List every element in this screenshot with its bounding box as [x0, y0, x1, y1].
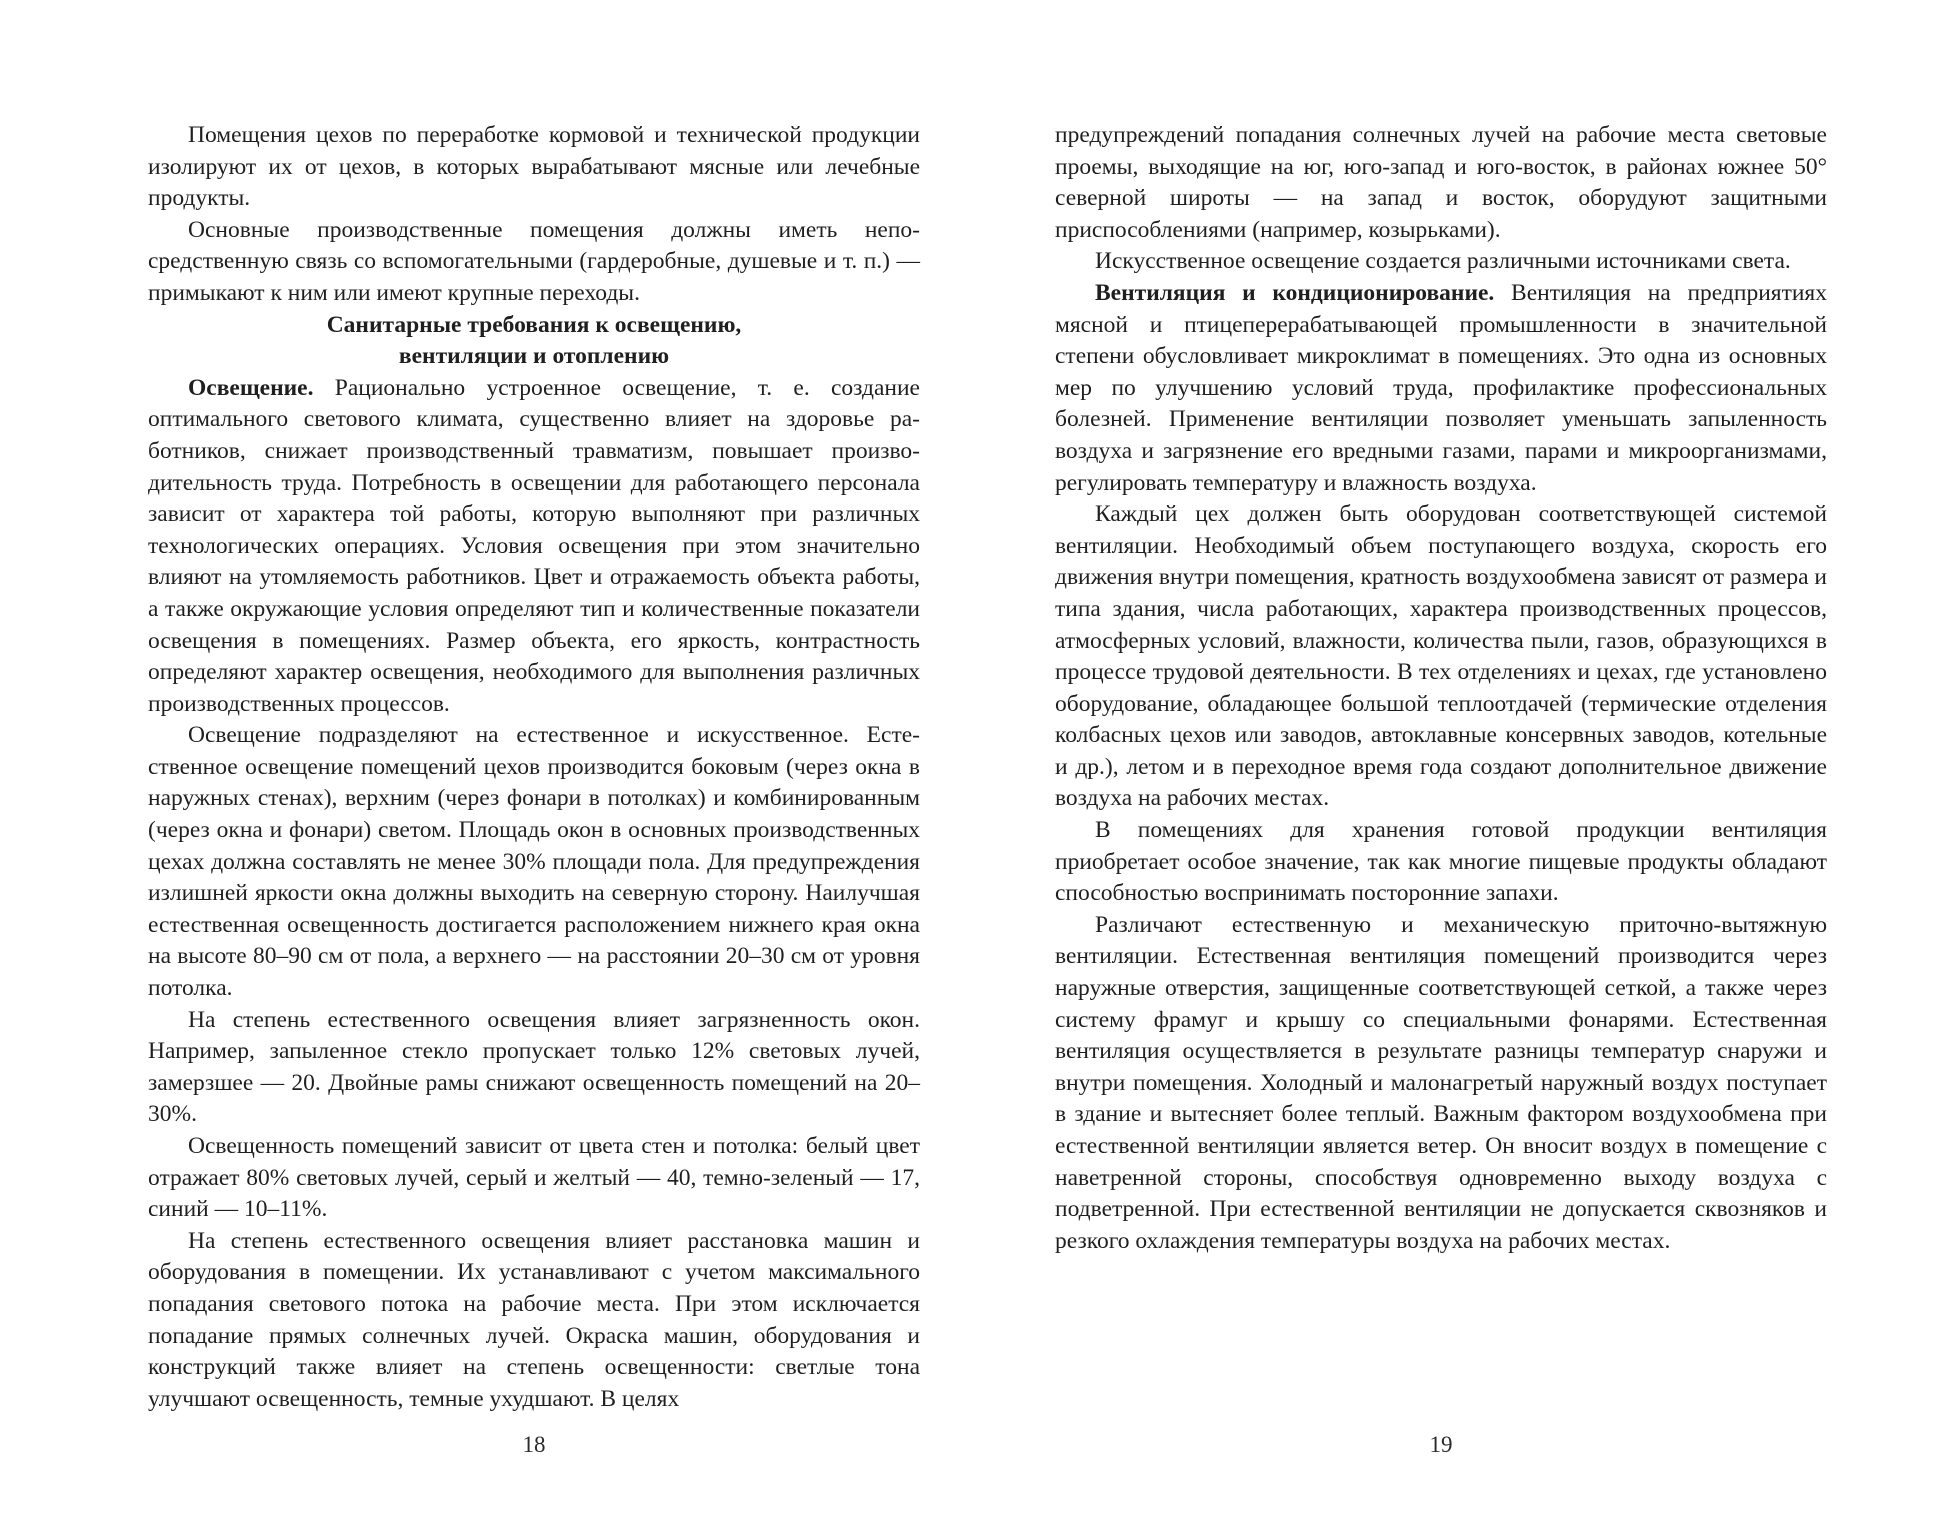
- paragraph: Помещения цехов по переработке кормовой и технической продукции изолируют их от цехов, в которых вырабатывают мясные или лечебные продукты.: [148, 122, 920, 212]
- paragraph: Различают естественную и механическую приточно-вытяжную вентиляции. Естественная вентиляция помещений производится через наружные отверстия, защищенные соответствующей сеткой, а также через систему фрамуг и крышу со специальными фонарями. Естественная вентиляция осуществляется в результате разницы температур снаружи и внутри помещения. Холодный и малонагретый наружный воздух поступает в здание и вытесняет более теплый. Важным фактором воздухообмена при естественной вентиляции является ветер. Он вносит воздух в помещение с наветренной стороны, способствуя одновременно выходу воздуха с подветренной. При естественной вентиляции не допускается сквозняков и резкого охлаждения температуры воздуха на рабочих местах.: [1055, 911, 1827, 1254]
- section-heading: [148, 310, 920, 373]
- page-number: 18: [522, 1432, 546, 1457]
- page-number: 19: [1429, 1432, 1453, 1457]
- right-page-text: [1055, 120, 1827, 1257]
- left-page: [148, 120, 920, 1420]
- paragraph: Освещение подразделяют на естественное и искусственное. Естественное освещение помещений цехов производится боковым (через окна в наружных стенах), верхним (через фонари в потолках) и комбинированным (через окна и фонари) светом. Площадь окон в основных производственных цехах должна составлять не менее 30% площади пола. Для предупреждения излишней яркости окна должны выходить на северную сторону. Наилучшая естественная освещенность достигается расположением нижнего края окна на высоте 80–90 см от пола, а верхнего — на расстоянии 20–30 см от уровня потолка.: [148, 722, 920, 1002]
- paragraph: Каждый цех должен быть оборудован соответствующей системой вентиляции. Необходимый объем поступающего воздуха, скорость его движения внутри помещения, кратность воздухообмена зависят от размера и типа здания, числа работающих, характера производственных процессов, атмосферных условий, влажности, количества пыли, газов, образующихся в процессе трудовой деятельности. В тех отделениях и цехах, где установлено оборудование, обладающее большой теплоотдачей (термические отделения колбасных цехов или заводов, автоклавные консервных заводов, котельные и др.), летом и в переходное время года создают дополнительное движение воздуха на рабочих местах.: [1055, 501, 1827, 812]
- paragraph-continuation: предупреждений попадания солнечных лучей на рабочие места световые проемы, выходящие на юг, юго-запад и юго-восток, в районах южнее 50° северной широты — на запад и восток, оборудуют защитными приспособлениями (например, козырьками).: [1055, 122, 1827, 243]
- left-page-text: [148, 120, 920, 1415]
- run-in-heading: Вентиляция и кондиционирование.: [1095, 279, 1495, 306]
- paragraph-text: Рационально устроенное освещение, т. е. создание оптимального светового климата, существенно влияет на здоровье работников, снижает производственный травматизм, повышает производительность труда. Потребность в освещении для работающего персонала зависит от характера той работы, которую выполняют при различных технологических операциях. Условия освещения при этом значительно влияют на утомляемость работников. Цвет и отражаемость объекта работы, а также окружающие условия определяют тип и количественные показатели освещения в помещениях. Размер объекта, его яркость, контрастность определяют характер освещения, необходимого для выполнения различных производственных процессов.: [148, 374, 920, 717]
- paragraph: В помещениях для хранения готовой продукции вентиляция приобретает особое значение, так как многие пищевые продукты обладают способностью воспринимать посторонние запахи.: [1055, 817, 1827, 907]
- section-heading-line: вентиляции и отоплению: [398, 343, 670, 370]
- section-heading-line: Санитарные требования к освещению,: [326, 311, 742, 338]
- paragraph-ventilation: [1055, 278, 1827, 499]
- paragraph: На степень естественного освещения влияет загрязненность окон. Например, запыленное стекло пропускает только 12% световых лучей, замерзшее — 20. Двойные рамы снижают освещенность помещений на 20–30%.: [148, 1006, 920, 1128]
- paragraph: Основные производственные помещения должны иметь непосредственную связь со вспомогательными (гардеробные, душевые и т. п.) — примыкают к ним или имеют крупные переходы.: [148, 216, 920, 306]
- right-page: [1055, 120, 1827, 1420]
- paragraph-lighting: [148, 373, 920, 721]
- paragraph: Искусственное освещение создается различными источниками света.: [1095, 248, 1791, 275]
- paragraph: Освещенность помещений зависит от цвета стен и потолка: белый цвет отражает 80% световых лучей, серый и желтый — 40, темно-зеленый — 17, синий — 10–11%.: [148, 1133, 920, 1223]
- run-in-heading: Освещение.: [188, 374, 314, 401]
- paragraph: На степень естественного освещения влияет расстановка машин и оборудования в помещении. Их устанавливают с учетом максимального попадания светового потока на рабочие места. При этом исключается попадание прямых солнечных лучей. Окраска машин, оборудования и конструкций также влияет на степень освещенности: светлые тона улучшают освещенность, темные ухудшают. В целях: [148, 1227, 920, 1412]
- paragraph-text: Вентиляция на предприятиях мясной и птицеперерабатывающей промышленности в значительной степени обусловливает микроклимат в помещениях. Это одна из основных мер по улучшению условий труда, профилактике профессиональных болезней. Применение вентиляции позволяет уменьшать запыленность воздуха и загрязнение его вредными газами, парами и микроорганизмами, регулировать температуру и влажность воздуха.: [1055, 279, 1827, 496]
